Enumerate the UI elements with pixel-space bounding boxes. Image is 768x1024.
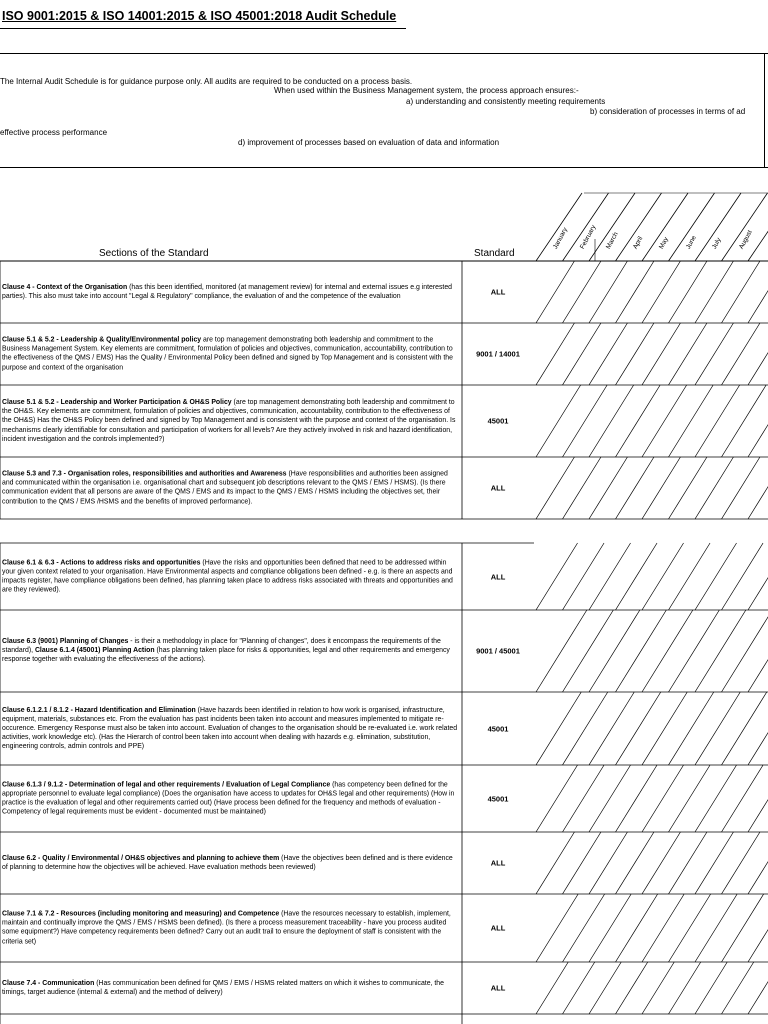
clause-description: Clause 5.1 & 5.2 - Leadership & Quality/Environmental policy are top management demonstrating both leadership and commitment to the Business Management System. Key elements are commitment, formulation of policies and objectives, communication, accountability, contribution to the effectiveness of the QMS / EMS) Has the Quality / Environmental Policy been defined and signed by Top Management and is consistent with the purpose and context of the organisation — [2, 336, 453, 372]
schedule-cell-hatch — [589, 385, 634, 457]
schedule-cell-hatch — [748, 543, 768, 610]
schedule-cell-hatch — [536, 385, 581, 457]
month-label: April — [631, 235, 644, 251]
schedule-cell-hatch — [536, 765, 578, 832]
clause-description: Clause 6.1.3 / 9.1.2 - Determination of legal and other requirements / Evaluation of Legal Compliance (has competency been defined for the appropriate personnel to evaluate legal compliance) (Does the organisation have access to updates for OH&S legal and other requirements) (How in practice is the evaluation of legal and other requirements carried out) (Have process been defined for the frequency and methods of evaluation - Competency of legal requirements must be evident - documented must be maintained) — [2, 781, 455, 816]
schedule-cell-hatch — [669, 894, 711, 962]
standard-cell: 45001 — [487, 794, 509, 803]
month-header-slant — [536, 193, 582, 261]
clause-heading: Clause 6.2 - Quality / Environmental / OH&S objectives and planning to achieve them — [2, 854, 280, 862]
standard-cell: ALL — [490, 287, 506, 297]
month-header-slant — [563, 193, 609, 261]
schedule-cell-hatch — [695, 962, 727, 1014]
page-title: ISO 9001:2015 & ISO 14001:2015 & ISO 45001:2018 Audit Schedule — [2, 9, 397, 23]
clause-description: Clause 6.3 (9001) Planning of Changes - is their a methodology in place for "Planning of changes", does it encompass the requirements of the standard), Clause 6.1.4 (45001) Planning Action (has planning taken place for risks & opportunities, legal and other requirements and emergency response together with evaluating the effectiveness of the actions). — [2, 638, 450, 664]
schedule-cell-hatch — [748, 765, 768, 832]
standard-column-header: Standard — [474, 248, 515, 259]
month-header-slant — [669, 193, 715, 261]
schedule-cell-hatch — [589, 894, 631, 962]
schedule-cell-hatch — [748, 261, 768, 323]
schedule-cell-hatch — [722, 765, 764, 832]
table-row — [0, 610, 520, 692]
clause-heading: Clause 5.1 & 5.2 - Leadership and Worker Participation & OH&S Policy — [2, 398, 232, 406]
schedule-cell-hatch — [722, 692, 767, 765]
table-row — [0, 894, 506, 962]
clause-heading: Clause 5.1 & 5.2 - Leadership & Quality/Environmental policy — [2, 336, 202, 344]
clause-heading: Clause 6.1 & 6.3 - Actions to address risks and opportunities — [2, 559, 201, 567]
month-label: March — [605, 231, 620, 251]
schedule-cell-hatch — [589, 543, 631, 610]
schedule-cell-hatch — [589, 692, 634, 765]
intro-line-3: a) understanding and consistently meeting requirements — [406, 97, 606, 106]
schedule-cell-hatch — [563, 692, 608, 765]
schedule-cell-hatch — [616, 543, 658, 610]
clause-heading: Clause 5.3 and 7.3 - Organisation roles, responsibilities and authorities and Awareness — [2, 470, 287, 478]
month-label: June — [684, 234, 698, 251]
schedule-cell-hatch — [642, 385, 687, 457]
schedule-cell-hatch — [748, 832, 768, 894]
schedule-cell-hatch — [589, 765, 631, 832]
schedule-cell-hatch — [748, 457, 768, 519]
month-header-slant — [642, 193, 688, 261]
schedule-cell-hatch — [748, 385, 768, 457]
schedule-cell-hatch — [642, 692, 687, 765]
intro-line-2: When used within the Business Management system, the process approach ensures:- — [274, 86, 579, 95]
schedule-cell-hatch — [616, 962, 648, 1014]
schedule-cell-hatch — [536, 962, 568, 1014]
standard-cell: ALL — [490, 483, 506, 493]
table-row — [0, 962, 506, 1014]
clause-description: Clause 5.3 and 7.3 - Organisation roles, responsibilities and authorities and Awareness (Have responsibilities and authorities been assigned and communicated within the organisation i.e. organisational chart and subsequent job descriptions relevant to the QMS / EMS / HSMS). (Is there communication evident that all persons are aware of the QMS / EMS and its impact to the QMS / EMS / HSMS including the objectives set, their contribution to the QMS / EMS /HSMS and the benefits of improved performance). — [2, 470, 448, 506]
intro-line-1: The Internal Audit Schedule is for guidance purpose only. All audits are required to be conducted on a process basis. — [0, 77, 413, 86]
standard-cell: ALL — [490, 572, 506, 581]
schedule-cell-hatch — [722, 962, 754, 1014]
schedule-cell-hatch — [616, 894, 658, 962]
standard-cell: ALL — [490, 858, 506, 868]
clause-description: Clause 6.1 & 6.3 - Actions to address risks and opportunities (Have the risks and opportunities been defined that need to be addressed within your given context related to your organisation. Have Environmental aspects and compliance obligations been defined - e.g. is there an aspects and impacts register, have compliance obligations been defined, has planning taken place to address risks associated with threats and opportunities and are they reviewed). — [2, 559, 453, 594]
table-row — [0, 832, 506, 894]
schedule-cell-hatch — [748, 962, 768, 1014]
schedule-cell-hatch — [563, 385, 608, 457]
schedule-cell-hatch — [563, 894, 605, 962]
schedule-cell-hatch — [616, 610, 667, 692]
standard-cell: ALL — [490, 923, 506, 933]
schedule-cell-hatch — [695, 894, 737, 962]
schedule-cell-hatch — [695, 543, 737, 610]
month-label: August — [737, 229, 754, 251]
schedule-cell-hatch — [536, 894, 578, 962]
schedule-cell-hatch — [669, 765, 711, 832]
clause-heading: Clause 6.1.4 (45001) Planning Action — [34, 647, 155, 655]
clause-heading: Clause 6.1.3 / 9.1.2 - Determination of legal and other requirements / Evaluation of Legal Compliance — [2, 781, 331, 789]
schedule-cell-hatch — [642, 962, 674, 1014]
month-label: May — [658, 236, 670, 251]
month-header-slant — [722, 193, 768, 261]
schedule-cell-hatch — [722, 894, 764, 962]
table-row — [0, 765, 509, 832]
month-header-slant — [616, 193, 662, 261]
schedule-cell-hatch — [695, 385, 740, 457]
schedule-cell-hatch — [642, 765, 684, 832]
schedule-cell-hatch — [536, 610, 587, 692]
month-label: July — [711, 236, 723, 251]
sections-column-header: Sections of the Standard — [99, 248, 209, 259]
clause-description: Clause 5.1 & 5.2 - Leadership and Worker Participation & OH&S Policy (are top management demonstrating both leadership and commitment to the OH&S. Key elements are commitment, formulation of policies and objectives, communication, accountability, contribution to the effectiveness of the OH&S) Has the OH&S Policy been defined and signed by Top Management and is consistent with the purpose and context of the organisation. Is mechanisms clearly identifiable for consultation and participation of workers for all levels? Are they actively involved in risk and hazard identification, incident investigation and the controls implemented?) — [2, 398, 456, 443]
clause-heading: Clause 7.4 - Communication — [2, 979, 95, 987]
table-row — [0, 385, 509, 457]
schedule-cell-hatch — [536, 692, 581, 765]
standard-cell: 9001 / 14001 — [476, 349, 520, 359]
clause-heading: Clause 6.1.2.1 / 8.1.2 - Hazard Identification and Elimination — [2, 706, 196, 714]
standard-cell: 45001 — [487, 724, 509, 733]
table-row — [0, 457, 506, 519]
schedule-cell-hatch — [616, 692, 661, 765]
schedule-cell-hatch — [589, 610, 640, 692]
month-header-slant — [695, 193, 741, 261]
standard-cell: 9001 / 45001 — [476, 646, 520, 656]
schedule-cell-hatch — [669, 962, 701, 1014]
clause-description: Clause 6.2 - Quality / Environmental / OH&S objectives and planning to achieve them (Have the objectives been defined and is there evidence of planning to determine how the objectives will be achieved. Have evaluation methods been reviewed) — [2, 854, 453, 871]
clause-description: Clause 7.4 - Communication (Has communication been defined for QMS / EMS / HSMS related matters on which it wishes to communicate, the timings, target audience (internal & external) and the method of delivery) — [2, 979, 444, 996]
schedule-cell-hatch — [563, 610, 614, 692]
schedule-cell-hatch — [748, 894, 768, 962]
schedule-cell-hatch — [563, 543, 605, 610]
schedule-cell-hatch — [642, 894, 684, 962]
clause-heading: Clause 6.3 (9001) Planning of Changes — [2, 638, 129, 646]
table-row — [0, 261, 506, 323]
schedule-cell-hatch — [722, 543, 764, 610]
table-row — [0, 543, 506, 610]
schedule-cell-hatch — [563, 962, 595, 1014]
schedule-cell-hatch — [616, 385, 661, 457]
schedule-cell-hatch — [589, 962, 621, 1014]
schedule-cell-hatch — [695, 610, 746, 692]
intro-line-4: b) consideration of processes in terms of ad — [590, 107, 746, 116]
clause-description: Clause 6.1.2.1 / 8.1.2 - Hazard Identification and Elimination (Have hazards been identified in relation to how work is organised, infrastructure, equipment, materials, substances etc. From the evaluation has past incidents been taken into account and measures implemented to mitigate re-occurence. Emergency Response must also be taken into account. Evaluation of changes to the organisation should be re-evaluated i.e. work related activities, work knowledge etc). (Has the Hierarch of control been taken into account when dealing with hazards e.g. elimination, substitution, engineering controls, admin controls and PPE) — [2, 706, 458, 751]
schedule-cell-hatch — [536, 543, 578, 610]
schedule-cell-hatch — [722, 610, 768, 692]
schedule-cell-hatch — [722, 385, 767, 457]
month-label: January — [552, 226, 570, 251]
standard-cell: ALL — [490, 983, 506, 993]
schedule-cell-hatch — [669, 385, 714, 457]
schedule-cell-hatch — [669, 692, 714, 765]
table-row — [0, 692, 509, 765]
intro-line-6: d) improvement of processes based on evaluation of data and information — [238, 138, 500, 147]
clause-heading: Clause 7.1 & 7.2 - Resources (including monitoring and measuring) and Competence — [2, 910, 280, 918]
clause-heading: Clause 4 - Context of the Organisation — [2, 283, 128, 291]
intro-line-5: effective process performance — [0, 128, 108, 137]
schedule-cell-hatch — [748, 692, 768, 765]
schedule-cell-hatch — [642, 610, 693, 692]
schedule-cell-hatch — [669, 610, 720, 692]
schedule-cell-hatch — [748, 323, 768, 385]
schedule-cell-hatch — [616, 765, 658, 832]
schedule-cell-hatch — [695, 692, 740, 765]
standard-cell: 45001 — [487, 416, 509, 426]
month-label: February — [578, 224, 597, 251]
schedule-cell-hatch — [642, 543, 684, 610]
clause-description: Clause 7.1 & 7.2 - Resources (including monitoring and measuring) and Competence (Have the resources necessary to establish, implement, maintain and continually improve the QMS / EMS / HSMS been defined). (Is there a process measurement traceability - have you process audited some equipment?) Have competency requirements been defined? Carry out an audit trail to ensure the deployment of staff is consistent with the criteria set) — [2, 910, 451, 946]
clause-description: Clause 4 - Context of the Organisation (has this been identified, monitored (at management review) for internal and external issues e.g interested parties). This also must take into account "Legal & Regulatory" compliance, the evaluation of and the competence of the evaluation — [2, 283, 453, 300]
month-header-slant — [748, 193, 768, 261]
schedule-cell-hatch — [695, 765, 737, 832]
schedule-cell-hatch — [669, 543, 711, 610]
schedule-cell-hatch — [563, 765, 605, 832]
table-row — [0, 323, 520, 385]
